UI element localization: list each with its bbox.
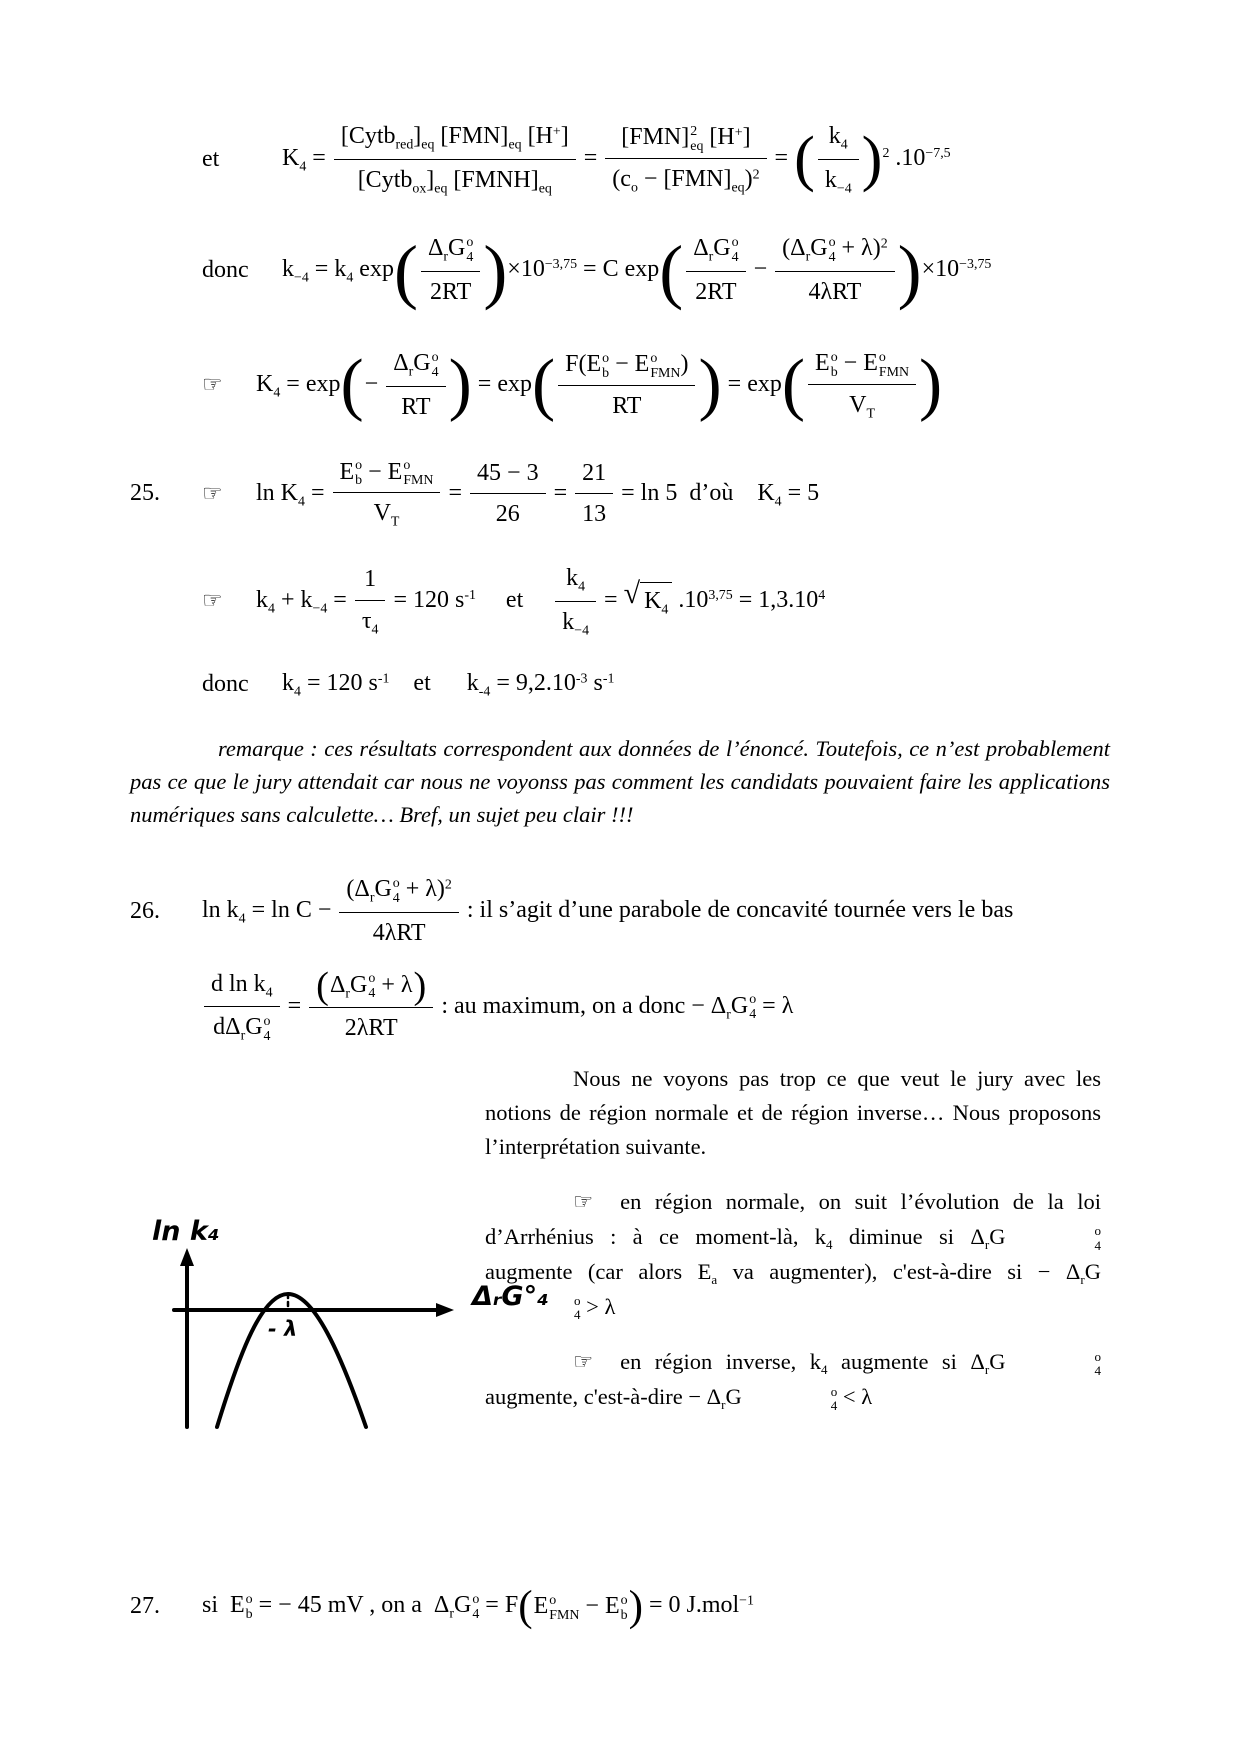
equation-item-26-lnk4-parabola (130, 871, 1110, 952)
graph-and-commentary-section (130, 1062, 1110, 1444)
y-axis-arrowhead (180, 1248, 194, 1266)
x-axis-label: ΔᵣG°₄ (472, 1281, 549, 1313)
hand-drawn-graph-container (132, 1210, 622, 1447)
inverse-region-paragraph: ☞ en région inverse, $k_4$ augmente si $\Delta_rG$ o 4 augmente, c'est-à-dire − $\Delta_rG$ o 4 < λ (485, 1348, 1101, 1413)
math-formula: $K_4 = \exp$ ( − $\Delta_rG$ o 4 RT ) = exp ( F(E o b − E o FMN ) RT ) = exp ( E o b − E o FMN $V_T$ ) (256, 346, 943, 424)
remark-paragraph: remarque : ces résultats correspondent aux données de l’énoncé. Toutefois, ce n’est probablement pas ce que le jury attendait car nous ne voyonss pas comment les candidats pouvaient faire les applications numériques sans calculette… Bref, un sujet peu clair !!! (130, 735, 1110, 827)
math-formula: $k_{-4} = k_4$ exp ( $\Delta_rG$ o 4 2RT ) $\times 10^{-3,75} = C$ exp ( $\Delta_rG$ o 4 2RT − ($\Delta_rG$ o 4 + λ)$^2$ 4λRT ) $\times 10^{-3,75}$ (282, 230, 992, 311)
x-axis-arrowhead (436, 1303, 454, 1317)
jury-comment-paragraph: Nous ne voyons pas trop ce que veut le jury avec les notions de région normale et de région inverse… Nous proposons l’interprétation suivante. (485, 1066, 1101, 1159)
math-formula: $k_4 + k_{-4}$ = $\frac{1}{\tau_4}$ = 120 $s^{-1}$ et $\frac{k_4}{k_{-4}}$ = √ $K_4$ $.10^{3,75} = 1,3.10^4$ (256, 560, 825, 642)
hand-drawn-parabola-graph (132, 1210, 622, 1442)
equation-k-minus4 (130, 230, 1110, 311)
pointing-hand-icon: ☞ (202, 372, 223, 399)
math-formula: $k_4 = 120$ $s^{-1}$ et $k_{-4} = 9,2.10^{-3}$ $s^{-1}$ (282, 669, 615, 700)
peak-label: - λ (268, 1317, 298, 1342)
equation-k4-exponential (130, 345, 1110, 426)
item-number: 26. (130, 897, 160, 924)
math-formula: d $\ln k_4$ $d\Delta_rG$ o 4 = ( $\Delta_rG$ o 4 + λ ) 2λRT : au maximum, on a donc − $\Delta_rG$ o 4 = λ (202, 966, 793, 1048)
pointing-hand-icon: ☞ (202, 588, 223, 615)
connector-word: donc (202, 670, 249, 697)
equation-rate-constants-sum (130, 560, 1110, 642)
math-formula: si E o b = − 45 mV , on a $\Delta_rG$ o 4 = F ( E o FMN − E o b ) = 0 J.mol$^{-1}$ (202, 1582, 754, 1630)
equation-item-25-lnK4 (130, 454, 1110, 535)
math-formula: $K_4$ = $[Cytb_{red}]_{eq}$ $[FMN]_{eq}$ [H+] $[Cytb_{ox}]_{eq}$ $[FMNH]_{eq}$ = [FMN] 2 eq [H+] $(c_o - [FMN]_{eq})^2$ = ( $\frac{k_4}{k_{-4}}$ ) $^2$ $.10^{-7,5}$ (282, 118, 951, 200)
item-number: 27. (130, 1593, 160, 1620)
connector-word: et (202, 145, 220, 172)
equation-item-27-drG4-zero (130, 1582, 1110, 1630)
equation-numeric-results (130, 667, 1110, 702)
equation-k4-mass-action (130, 118, 1110, 200)
equation-derivative-maximum (130, 966, 1110, 1048)
pointing-hand-icon: ☞ (202, 480, 223, 507)
math-formula: $\ln k_4 = \ln C$ − ($\Delta_rG$ o 4 + λ)$^2$ 4λRT : il s’agit d’une parabole de concavité tournée vers le bas (202, 871, 1013, 952)
parabola-curve (217, 1294, 366, 1427)
item-number: 25. (130, 480, 160, 507)
math-formula: $\ln K_4$ = E o b − E o FMN $V_T$ = $\frac{45 - 3}{26}$ = $\frac{21}{13}$ = ln 5 d’où $K_4 = 5$ (256, 454, 819, 535)
normal-region-paragraph: ☞ en région normale, on suit l’évolution de la loi d’Arrhénius : à ce moment-là, $k_4$ diminue si $\Delta_rG$ o 4 augmente (car alors $E_a$ va augmenter), c'est-à-dire si − $\Delta_rG$ o 4 > λ (485, 1189, 1101, 1323)
y-axis-label: ln k₄ (152, 1216, 220, 1248)
connector-word: donc (202, 257, 249, 284)
